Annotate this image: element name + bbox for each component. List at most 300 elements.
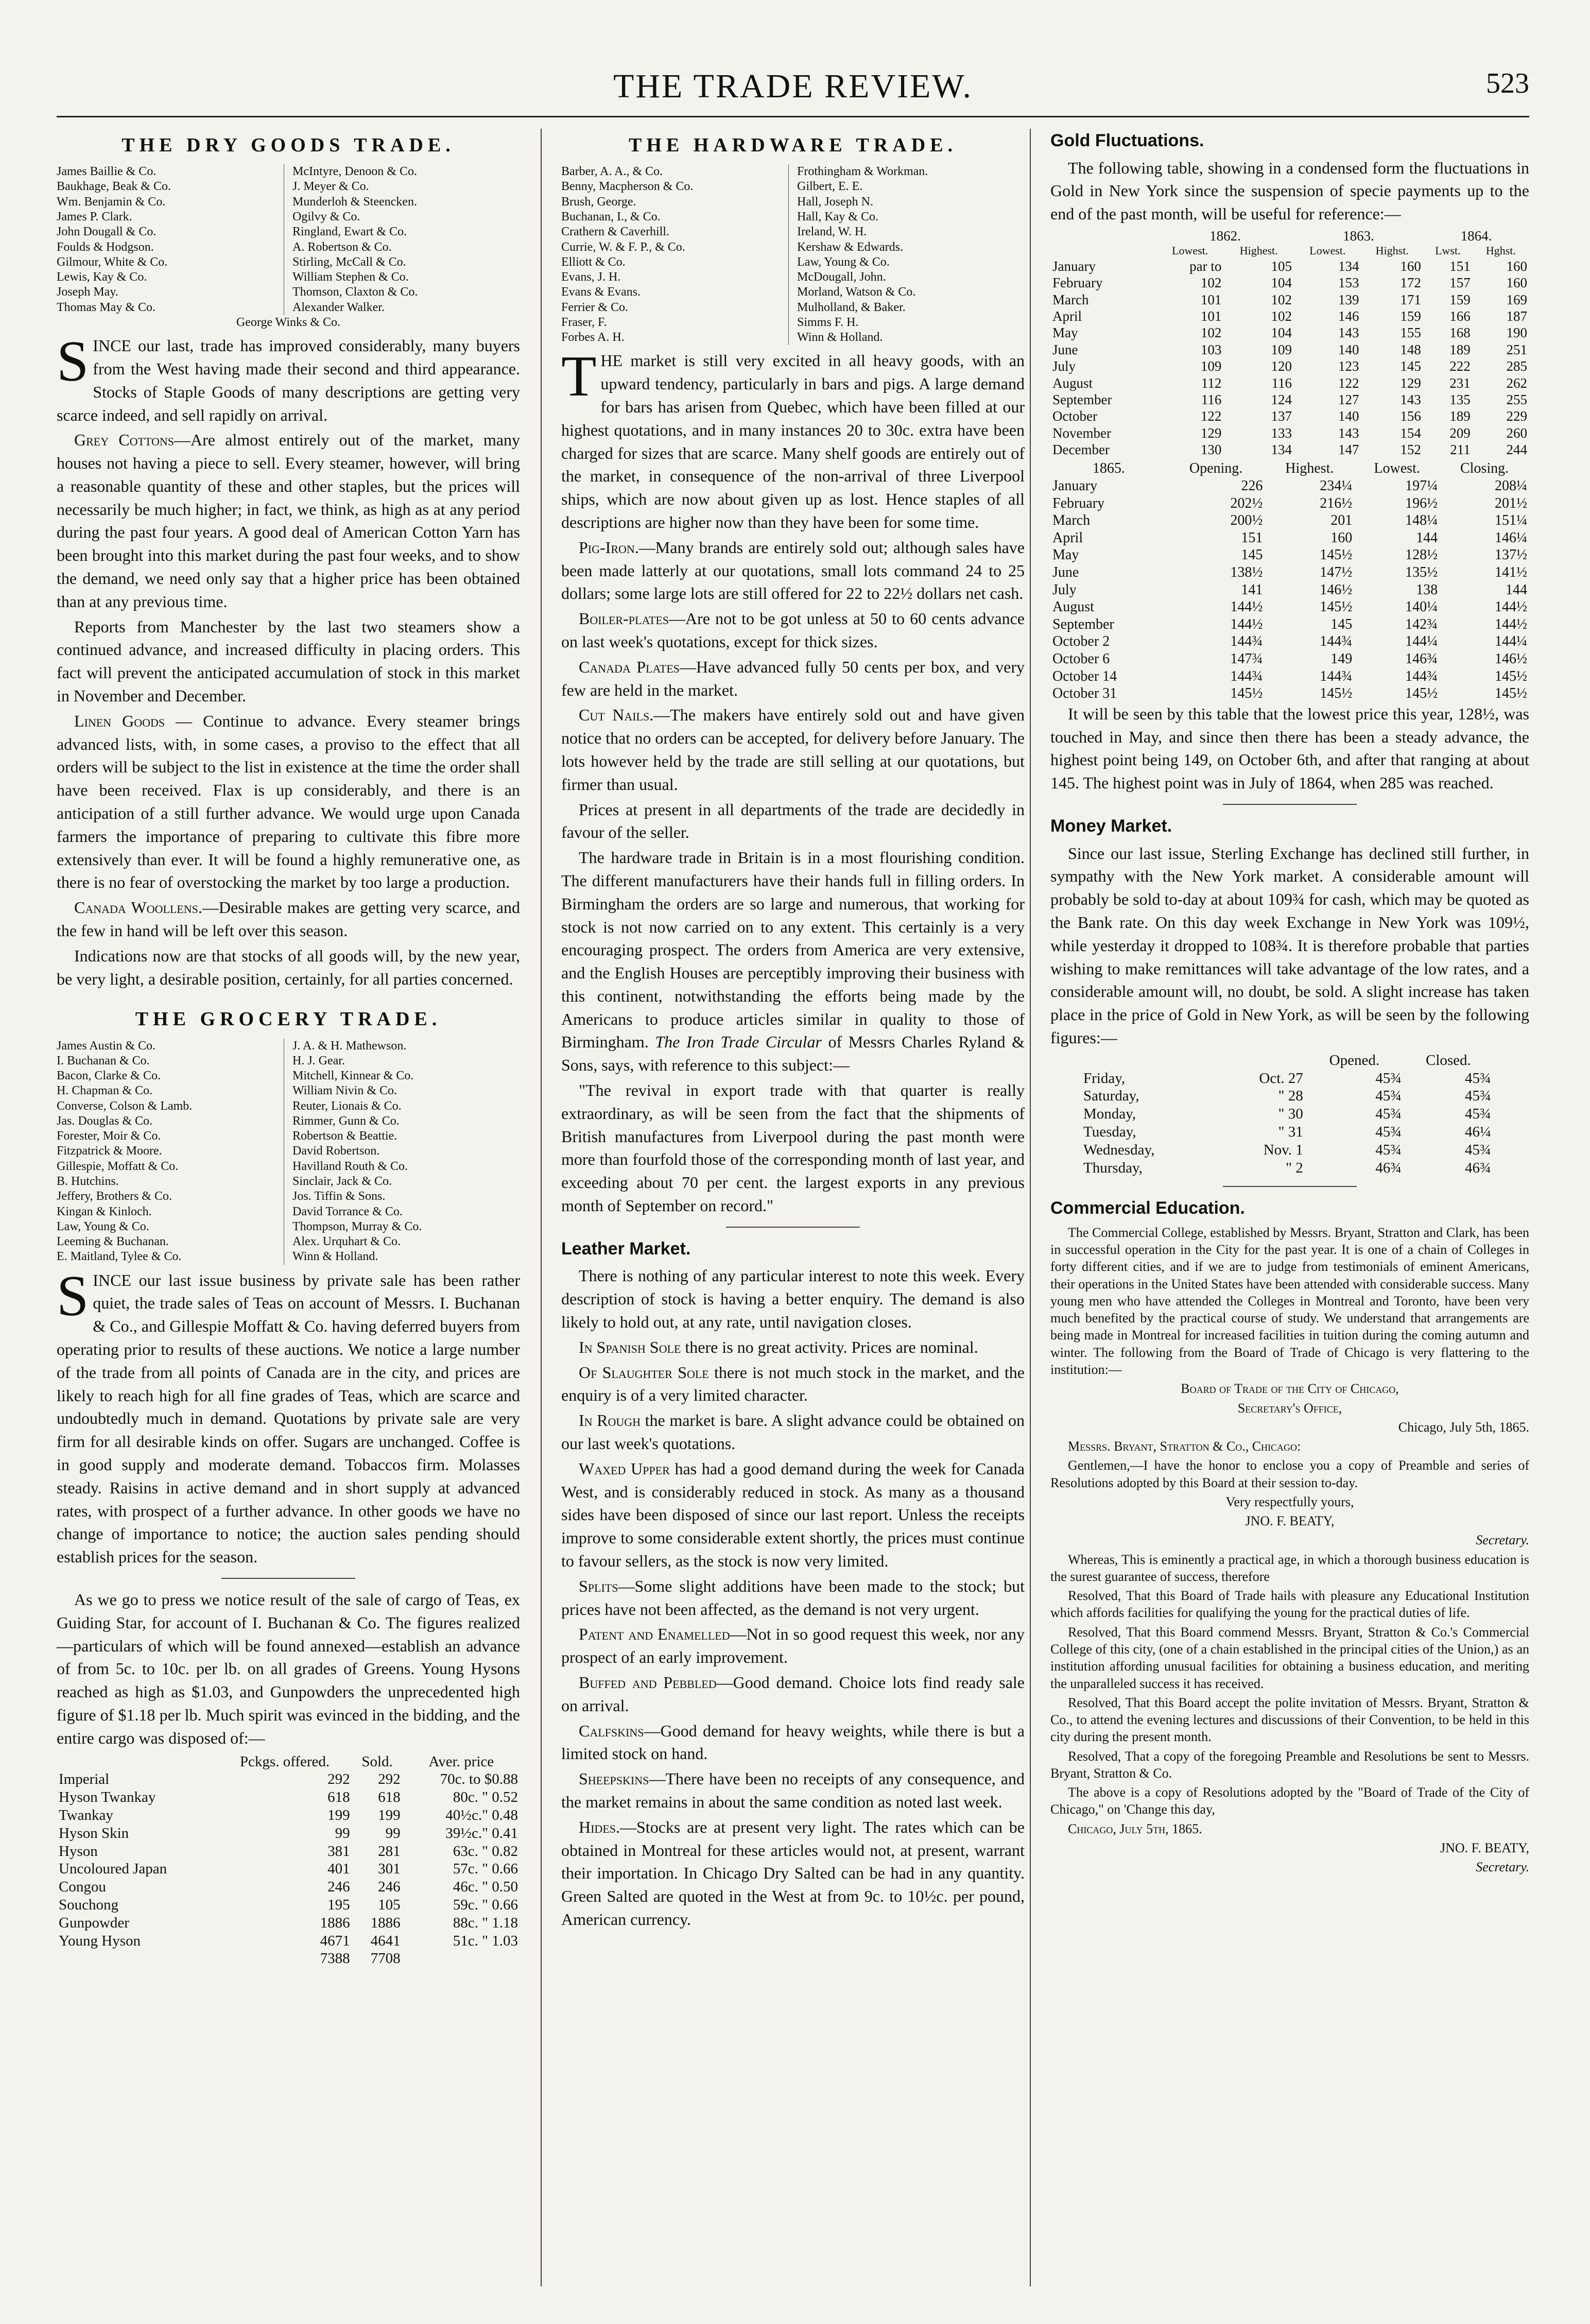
table-row	[57, 1860, 520, 1878]
paragraph-text: has had a good demand during the week for Canada West, and is considerably reduced in stock. As many as a thousand sides have been disposed of since our last report. Unless the receipts improve to some considerable extent shortly, the prices must continue to favour sellers, as the stock is now very limited.	[561, 1459, 1025, 1571]
table-year-row	[1050, 228, 1529, 244]
resolution-paragraph: Whereas, This is eminently a practical age, in which a thorough business education is the surest guarantee of success, therefore	[1050, 1552, 1529, 1584]
table-cell: 99	[385, 1824, 401, 1841]
table-cell: 138	[1416, 581, 1438, 598]
firm-name: B. Hutchins.	[57, 1175, 119, 1188]
firm-name: McIntyre, Denoon & Co.	[292, 165, 417, 179]
table-cell: 216½	[1320, 495, 1353, 511]
page-title: THE TRADE REVIEW.	[613, 67, 973, 105]
table-cell: 195	[327, 1896, 350, 1913]
table-cell: 130	[1200, 442, 1222, 458]
table-cell: January	[1052, 478, 1098, 494]
table-cell: 151¼	[1495, 512, 1527, 529]
table-cell: 101	[1200, 308, 1222, 324]
table-cell: May	[1052, 547, 1079, 563]
table-cell: 102	[1200, 275, 1222, 291]
paragraph-text: —Good demand. Choice lots find ready sale on arrival.	[561, 1673, 1025, 1715]
column-header: Aver. price	[428, 1753, 494, 1770]
firm-list-right	[797, 164, 1025, 345]
table-cell: 129	[1400, 375, 1421, 391]
total-cell	[57, 1950, 218, 1968]
table-cell: 140	[1338, 408, 1359, 424]
table-cell: 123	[1338, 358, 1359, 374]
firm-name: Alex. Urquhart & Co.	[292, 1235, 401, 1249]
table-cell: 135	[1449, 391, 1471, 407]
table-row	[1050, 441, 1529, 458]
table-cell: 144¾	[1320, 633, 1353, 650]
table-cell: 199	[327, 1806, 350, 1823]
resolution-paragraph: Resolved, That this Board commend Messrs. Bryant, Stratton & Co.'s Commercial College of this city, (one of a chain established in the principal cities of the Union,) as an institution affording unusual facilities for obtaining a business education, and meriting the unparalleled success it has received.	[1050, 1624, 1529, 1691]
hardware-firms	[561, 164, 1025, 345]
table-cell: 222	[1449, 358, 1471, 374]
paragraph-lead: In Spanish Sole	[579, 1337, 681, 1356]
table-row	[1050, 668, 1529, 685]
table-cell: 105	[1271, 258, 1292, 274]
firm-name: Leeming & Buchanan.	[57, 1235, 169, 1249]
table-cell	[1218, 1052, 1305, 1070]
table-cell: Souchong	[59, 1896, 118, 1913]
table-cell: Nov. 1	[1263, 1141, 1303, 1158]
table-row	[1050, 324, 1529, 341]
firm-name: Kingan & Kinloch.	[57, 1204, 152, 1218]
table-cell: Monday,	[1083, 1106, 1136, 1123]
firm-name: Thompson, Murray & Co.	[292, 1219, 422, 1233]
table-cell: Thursday,	[1083, 1159, 1143, 1176]
table-cell: October 2	[1052, 633, 1110, 650]
letter-salutation: Messrs. Bryant, Stratton & Co., Chicago:	[1068, 1439, 1301, 1454]
table-cell: 209	[1449, 425, 1471, 441]
table-row	[1050, 375, 1529, 391]
commercial-body	[1050, 1224, 1529, 1876]
letter-body: Gentlemen,—I have the honor to enclose you a copy of Preamble and series of Resolutions adopted by this Board at their session to-day.	[1050, 1458, 1529, 1490]
table-row	[57, 1843, 520, 1861]
leather-paragraph	[561, 1719, 1025, 1766]
grocery-paragraph: SINCE our last issue business by private sale has been rather quiet, the trade sales of Teas on account of Messrs. I. Buchanan & Co., and Gillespie Moffatt & Co. having deferred buyers from operating prior to results of these auctions. We notice a large number of the trade from all points of Canada are in the city, and prices are likely to reach high for all fine grades of Teas, which are scarce and undoubtedly much in demand. Quotations by private sale are very firm for all desirable kinds on offer. Sugars are unchanged. Coffee is in good supply and moderate demand. Tobaccos firm. Molasses steady. Raisins in active demand and in short supply at advanced rates, with prospect of a further advance. In other goods we have no change of importance to notice; the auction sales pending should establish prices for the season.	[57, 1264, 520, 1566]
column-header: Closed.	[1425, 1052, 1471, 1069]
table-cell: 160	[1506, 275, 1527, 291]
paragraph-text: the market is bare. A slight advance could be obtained on our last week's quotations.	[561, 1411, 1025, 1453]
leather-paragraph	[561, 1575, 1025, 1621]
paragraph-lead: Canada Woollens	[74, 898, 198, 917]
firm-name: John Dougall & Co.	[57, 225, 157, 239]
table-cell: 251	[1506, 341, 1527, 357]
table-cell: 208¼	[1495, 478, 1527, 494]
leather-paragraph	[561, 1816, 1025, 1931]
firm-name: Gilmour, White & Co.	[57, 255, 168, 269]
table-cell: 45¾	[1375, 1070, 1402, 1087]
firm-name: Barber, A. A., & Co.	[561, 165, 663, 179]
hardware-paragraph: Prices at present in all departments of the trade are decidedly in favour of the seller.	[561, 800, 1025, 842]
firm-name: Stirling, McCall & Co.	[292, 255, 406, 269]
table-row	[1050, 633, 1529, 650]
firm-name: H. Chapman & Co.	[57, 1084, 152, 1098]
hardware-paragraph	[561, 656, 1025, 702]
dateline: Chicago, July 5th, 1865.	[1068, 1821, 1202, 1836]
dry-goods-paragraph	[57, 896, 520, 942]
table-cell: Congou	[59, 1879, 106, 1896]
table-cell: 255	[1506, 391, 1527, 407]
firm-name: Jas. Douglas & Co.	[57, 1114, 152, 1128]
table-cell: 187	[1506, 308, 1527, 324]
table-cell: 189	[1449, 341, 1471, 357]
table-cell: 45¾	[1375, 1141, 1402, 1158]
firm-name: Winn & Holland.	[797, 331, 883, 345]
column-header: Closing.	[1460, 460, 1509, 477]
paragraph-text: —Have advanced fully 50 cents per box, and very few are held in the market.	[561, 657, 1025, 699]
table-cell: 135½	[1405, 564, 1438, 581]
table-cell: 149	[1330, 650, 1353, 667]
table-cell: February	[1052, 275, 1103, 291]
table-cell: Friday,	[1083, 1070, 1126, 1087]
table-cell: 137½	[1495, 547, 1527, 563]
hardware-quote: "The revival in export trade with that quarter is really extraordinary, as will be seen from the fact that the shipments of British manufactures from Liverpool during the past month were more than fourfold those of the corresponding month of last year, and exceeding about 70 per cent. the largest exports in any previous month of September on record."	[561, 1081, 1025, 1215]
page-number: 523	[1486, 67, 1529, 99]
grocery-paragraph: As we go to press we notice result of the sale of cargo of Teas, ex Guiding Star, for account of I. Buchanan & Co. The figures realized—particulars of which will be found annexed—establish an advance of from 5c. to 10c. per lb. on all grades of Greens. Young Hysons reached as high as $1.03, and Gunpowders the unprecedented high figure of $1.18 per lb. Much spirit was evinced in the bidding, and the entire cargo was disposed of:—	[57, 1590, 520, 1747]
table-cell: 145½	[1320, 547, 1353, 563]
column-header: Highst.	[1375, 244, 1409, 257]
year-header: 1863.	[1343, 228, 1374, 244]
table-row	[1081, 1159, 1493, 1177]
table-cell: 146½	[1495, 650, 1527, 667]
table-cell: 133	[1271, 425, 1292, 441]
table-cell: 160	[1330, 529, 1353, 546]
table-cell: 1886	[370, 1914, 401, 1931]
table-cell: 102	[1271, 308, 1292, 324]
money-title: Money Market.	[1050, 816, 1172, 836]
table-cell: 144½	[1495, 616, 1527, 632]
table-cell: 143	[1338, 325, 1359, 341]
table-cell: 147½	[1320, 564, 1353, 581]
leather-items	[561, 1336, 1025, 1931]
table-cell: 4671	[320, 1932, 350, 1949]
table-row	[1050, 546, 1529, 564]
firm-name: H. J. Gear.	[292, 1054, 345, 1068]
table-cell: 102	[1271, 291, 1292, 307]
table-cell: 128½	[1405, 547, 1438, 563]
firm-name: Wm. Benjamin & Co.	[57, 195, 166, 209]
table-cell: 80c. " 0.52	[453, 1789, 518, 1806]
table-cell: 211	[1450, 442, 1471, 458]
paragraph-text: — Continue to advance. Every steamer brings advanced lists, with, in some cases, a proviso to the effect that all orders will be subject to the list in existence at the time the order shall have been received. Flax is up considerably, and there is an anticipation of a still further advance. We would urge upon Canada farmers the importance of preparing to cultivate this fibre more extensively than ever. It will be found a highly remunerative one, as there is no fear of overstocking the market by too large a production.	[57, 711, 520, 892]
column-header: Sold.	[361, 1753, 393, 1770]
gold-conclusion: It will be seen by this table that the lowest price this year, 128½, was touched in May, and since then there has been a steady advance, the highest point being 149, on October 6th, and after that ranging at about 145. The highest point was in July of 1864, when 285 was reached.	[1050, 704, 1529, 793]
table-row	[1081, 1087, 1493, 1105]
paragraph-lead: Cut Nails	[579, 705, 650, 725]
firm-name: Converse, Colson & Lamb.	[57, 1099, 193, 1113]
firm-name: Gillespie, Moffatt & Co.	[57, 1159, 179, 1173]
table-cell: " 28	[1278, 1088, 1303, 1105]
firm-name: Thomson, Claxton & Co.	[292, 285, 418, 299]
firm-name: James P. Clark.	[57, 210, 132, 223]
table-cell: June	[1052, 341, 1078, 357]
firm-name: Morland, Watson & Co.	[797, 285, 916, 299]
table-cell: " 30	[1278, 1106, 1303, 1123]
firm-name: Robertson & Beattie.	[292, 1129, 398, 1143]
firm-name: J. A. & H. Mathewson.	[292, 1039, 407, 1053]
table-cell: 141	[1241, 581, 1263, 598]
table-cell: 144½	[1230, 616, 1263, 632]
firm-name: William Stephen & Co.	[292, 270, 409, 284]
letter-address: Secretary's Office,	[1237, 1400, 1342, 1416]
table-cell: Hyson Twankay	[59, 1789, 156, 1806]
table-cell: 140	[1338, 341, 1359, 357]
column-header: Pckgs. offered.	[239, 1753, 330, 1770]
money-paragraph: Since our last issue, Sterling Exchange has declined still further, in sympathy with the New York market. A considerable amount will probably be sold to-day at about 109¾ for cash, which may be quoted as the Bank rate. On this day week Exchange in New York was 109½, while yesterday it dropped to 108¾. It is therefore probable that parties wishing to make remittances will take advantage of the low rates, and a considerable amount will, no doubt, be sold. A slight increase has taken place in the price of Gold in New York, as will be seen by the following figures:—	[1050, 843, 1529, 1047]
leather-paragraph	[561, 1767, 1025, 1814]
gold-title: Gold Fluctuations.	[1050, 131, 1204, 150]
table-cell	[1050, 244, 1156, 257]
firm-name: Foulds & Hodgson.	[57, 240, 154, 254]
table-row	[1050, 598, 1529, 616]
table-cell: 103	[1200, 341, 1222, 357]
paragraph-lead: In Rough	[579, 1411, 641, 1430]
column-header: Lowest.	[1309, 244, 1346, 257]
table-cell: 39½c." 0.41	[445, 1824, 518, 1841]
table-body	[1050, 258, 1529, 458]
grocery-firms	[57, 1039, 520, 1265]
table-cell: 45¾	[1375, 1106, 1402, 1123]
table-row	[57, 1896, 520, 1914]
table-row	[57, 1806, 520, 1824]
table-row	[57, 1824, 520, 1843]
table-cell: 160	[1400, 258, 1421, 274]
table-row	[57, 1878, 520, 1896]
table-cell: 144½	[1495, 599, 1527, 615]
section-divider	[1223, 1186, 1357, 1187]
table-cell: 260	[1506, 425, 1527, 441]
hardware-paragraph	[561, 607, 1025, 653]
table-cell: 156	[1400, 408, 1421, 424]
paragraph-lead: Buffed and Pebbled	[579, 1673, 717, 1692]
resolution-paragraph: Resolved, That this Board of Trade hails with pleasure any Educational Institution which affords facilities for qualifying the young for the practical duties of life.	[1050, 1588, 1529, 1621]
table-cell: 229	[1506, 408, 1527, 424]
column-header: Lowest.	[1172, 244, 1208, 257]
paragraph-lead: Boiler-plates	[579, 609, 669, 628]
paragraph-lead: Canada Plates	[579, 657, 680, 676]
table-cell: 145½	[1230, 685, 1263, 702]
table-body	[1081, 1070, 1493, 1177]
table-cell: 171	[1400, 291, 1421, 307]
column-header: Highest.	[1239, 244, 1278, 257]
table-cell: 141½	[1495, 564, 1527, 581]
table-cell: 139	[1338, 291, 1359, 307]
table-cell: 104	[1271, 325, 1292, 341]
firm-list-right	[292, 164, 520, 315]
table-cell: 145½	[1320, 599, 1353, 615]
table-row	[1050, 291, 1529, 308]
table-cell: 70c. to $0.88	[440, 1771, 518, 1788]
section-divider	[1223, 804, 1357, 805]
firm-name: Hall, Kay & Co.	[797, 210, 878, 223]
firm-name: Winn & Holland.	[292, 1250, 378, 1264]
resolution-note: The above is a copy of Resolutions adopted by the "Board of Trade of the City of Chicago," on 'Change this day,	[1050, 1785, 1529, 1817]
table-cell	[1081, 1052, 1218, 1070]
table-cell: 244	[1506, 442, 1527, 458]
table-cell: 147¾	[1230, 650, 1263, 667]
table-cell: 144¾	[1230, 633, 1263, 650]
table-cell: 122	[1338, 375, 1359, 391]
paragraph-lead: Linen Goods	[74, 711, 165, 730]
running-head	[57, 67, 1529, 108]
table-cell: 153	[1338, 275, 1359, 291]
table-row	[57, 1914, 520, 1932]
leather-paragraph	[561, 1457, 1025, 1573]
letter-close: Very respectfully yours,	[1225, 1494, 1354, 1509]
table-cell: 145½	[1405, 685, 1438, 702]
table-header-row	[1050, 460, 1529, 477]
firm-name: Currie, W. & F. P., & Co.	[561, 240, 685, 254]
table-cell: 129	[1200, 425, 1222, 441]
table-cell: 151	[1241, 529, 1263, 546]
firm-name: Mitchell, Kinnear & Co.	[292, 1069, 414, 1083]
table-cell: 144¾	[1405, 668, 1438, 684]
paragraph-lead: Splits	[579, 1576, 618, 1595]
table-row	[1050, 512, 1529, 529]
table-totals-row	[57, 1950, 520, 1968]
year-header: 1865.	[1092, 460, 1125, 477]
column-1	[57, 129, 520, 1968]
table-cell: 146	[1338, 308, 1359, 324]
table-cell: " 2	[1286, 1159, 1303, 1176]
table-cell: 200½	[1230, 512, 1263, 529]
table-cell: 45¾	[1375, 1123, 1402, 1140]
firm-list-left	[57, 1039, 284, 1265]
dry-goods-paragraph: SINCE our last, trade has improved considerably, many buyers from the West having made their second and third appearance. Stocks of Staple Goods of many descriptions are getting very scarce indeed, and sell rapidly on arrival.	[57, 330, 520, 424]
firm-name: Hall, Joseph N.	[797, 195, 873, 209]
table-cell: 190	[1506, 325, 1527, 341]
table-cell: July	[1052, 358, 1076, 374]
firm-name: I. Buchanan & Co.	[57, 1054, 150, 1068]
table-cell: February	[1052, 495, 1105, 511]
table-cell: October 14	[1052, 668, 1117, 684]
year-header: 1864.	[1460, 228, 1492, 244]
firm-name: Alexander Walker.	[292, 300, 385, 314]
table-cell: 201½	[1495, 495, 1527, 511]
table-cell: 234¼	[1320, 478, 1353, 494]
table-cell: 401	[327, 1861, 350, 1878]
dry-goods-firms	[57, 164, 520, 330]
table-cell: 144¼	[1495, 633, 1527, 650]
hardware-paragraph	[561, 536, 1025, 605]
table-cell: September	[1052, 391, 1112, 407]
dry-goods-paragraph: Indications now are that stocks of all goods will, by the new year, be very light, a desirable position, certainly, for all parties concerned.	[57, 946, 520, 988]
table-cell: Hyson Skin	[59, 1824, 129, 1841]
table-cell: 46¼	[1465, 1123, 1491, 1140]
table-cell: 189	[1449, 408, 1471, 424]
table-cell: 262	[1506, 375, 1527, 391]
paragraph-text: —Not in so good request this week, nor any prospect of an early improvement.	[561, 1625, 1025, 1667]
gold-daily-table	[1081, 1052, 1493, 1177]
table-cell: 226	[1241, 478, 1263, 494]
paragraph-lead: Grey Cottons	[74, 431, 175, 450]
firm-name: Ogilvy & Co.	[292, 210, 360, 223]
table-cell: 145½	[1320, 685, 1353, 702]
header-rule	[57, 116, 1529, 117]
letter-date: Chicago, July 5th, 1865.	[1398, 1419, 1529, 1435]
table-header-row	[1050, 244, 1529, 257]
table-cell: Imperial	[59, 1771, 110, 1788]
table-cell: August	[1052, 599, 1094, 615]
firm-name: Brush, George.	[561, 195, 636, 209]
table-cell: 1886	[320, 1914, 350, 1931]
table-cell: 112	[1201, 375, 1222, 391]
table-cell: 145½	[1495, 668, 1527, 684]
firm-name: Ireland, W. H.	[797, 225, 867, 239]
table-row	[57, 1932, 520, 1950]
signature-name: JNO. F. BEATY,	[1440, 1840, 1529, 1855]
table-cell: 144½	[1230, 599, 1263, 615]
table-cell: Hyson	[59, 1843, 98, 1860]
table-cell: March	[1052, 291, 1089, 307]
firm-name: A. Robertson & Co.	[292, 240, 392, 254]
column-header: Opening.	[1189, 460, 1243, 477]
firm-name: Havilland Routh & Co.	[292, 1159, 408, 1173]
table-cell: 120	[1271, 358, 1292, 374]
table-cell: 109	[1200, 358, 1222, 374]
paragraph-lead: Pig-Iron	[579, 538, 635, 557]
table-cell: September	[1052, 616, 1114, 632]
table-cell: 104	[1271, 275, 1292, 291]
table-cell: 142¾	[1405, 616, 1438, 632]
firm-name: Crathern & Caverhill.	[561, 225, 669, 239]
table-cell: 618	[378, 1789, 401, 1806]
table-cell: 145	[1330, 616, 1353, 632]
paragraph-text: .—The makers have entirely sold out and have given notice that no orders can be accepted, for delivery before January. The lots however held by the trade are still selling at our quotations, but firmer than usual.	[561, 705, 1025, 794]
table-cell: 127	[1338, 391, 1359, 407]
leather-paragraph	[561, 1361, 1025, 1407]
table-header-row	[1081, 1052, 1493, 1070]
firm-name: William Nivin & Co.	[292, 1084, 398, 1098]
table-cell: 202½	[1230, 495, 1263, 511]
letter-address: Board of Trade of the City of Chicago,	[1181, 1381, 1399, 1397]
firm-list-left	[561, 164, 789, 345]
table-cell: 169	[1506, 291, 1527, 307]
table-cell: Saturday,	[1083, 1088, 1139, 1105]
table-cell: 201	[1330, 512, 1353, 529]
gold-table-1862-1864	[1050, 228, 1529, 458]
table-row	[1081, 1105, 1493, 1123]
firm-name: Law, Young & Co.	[57, 1219, 149, 1233]
table-cell: 101	[1200, 291, 1222, 307]
hardware-paragraph: THE market is still very excited in all heavy goods, with an upward tendency, particularly in bars and pigs. A large demand for bars has arisen from Quebec, which have been filled at our highest quotations, and in many instances 20 to 30c. extra have been charged for sizes that are scarce. Many shelf goods are entirely out of the market, in consequence of the non-arrival of three Liverpool ships, which are now about given up as lost. Hence staples of all descriptions are higher now than they have been for some time.	[561, 345, 1025, 531]
table-cell: 285	[1506, 358, 1527, 374]
table-row	[1050, 425, 1529, 441]
table-cell: 154	[1400, 425, 1421, 441]
table-row	[1050, 685, 1529, 702]
table-cell	[1050, 228, 1156, 244]
table-cell: 109	[1271, 341, 1292, 357]
firm-name: Frothingham & Workman.	[797, 165, 928, 179]
table-cell: Tuesday,	[1083, 1123, 1136, 1140]
table-cell: 143	[1400, 391, 1421, 407]
firm-name: Benny, Macpherson & Co.	[561, 180, 694, 194]
table-row	[57, 1770, 520, 1788]
total-cell: 7388	[320, 1950, 350, 1967]
table-cell: 152	[1400, 442, 1421, 458]
signature-title: Secretary.	[1476, 1533, 1529, 1548]
firm-name: Joseph May.	[57, 285, 118, 299]
table-cell: 301	[378, 1861, 401, 1878]
column-header	[57, 1753, 218, 1771]
table-cell: 145½	[1495, 685, 1527, 702]
table-cell: 143	[1338, 425, 1359, 441]
tea-sales-table	[57, 1753, 520, 1968]
table-cell: 46c. " 0.50	[453, 1879, 518, 1896]
commercial-paragraph: The Commercial College, established by Messrs. Bryant, Stratton and Clark, has been in successful operation in the City for the past year. It is one of a chain of Colleges in forty different cities, and if we are to judge from testimonials of eminent Americans, their operations in the United States have been attended with considerable success. Many young men who have attended the Colleges in Montreal and Toronto, have been very much benefited by the practical course of study. We understand that arrangements are being made in Montreal for increased facilities in tuition during the coming autumn and winter. The following from the Board of Trade of Chicago is very flattering to the institution:—	[1050, 1225, 1529, 1378]
column-header: Lwst.	[1435, 244, 1461, 257]
table-cell: July	[1052, 581, 1077, 598]
firm-name: James Baillie & Co.	[57, 165, 157, 179]
